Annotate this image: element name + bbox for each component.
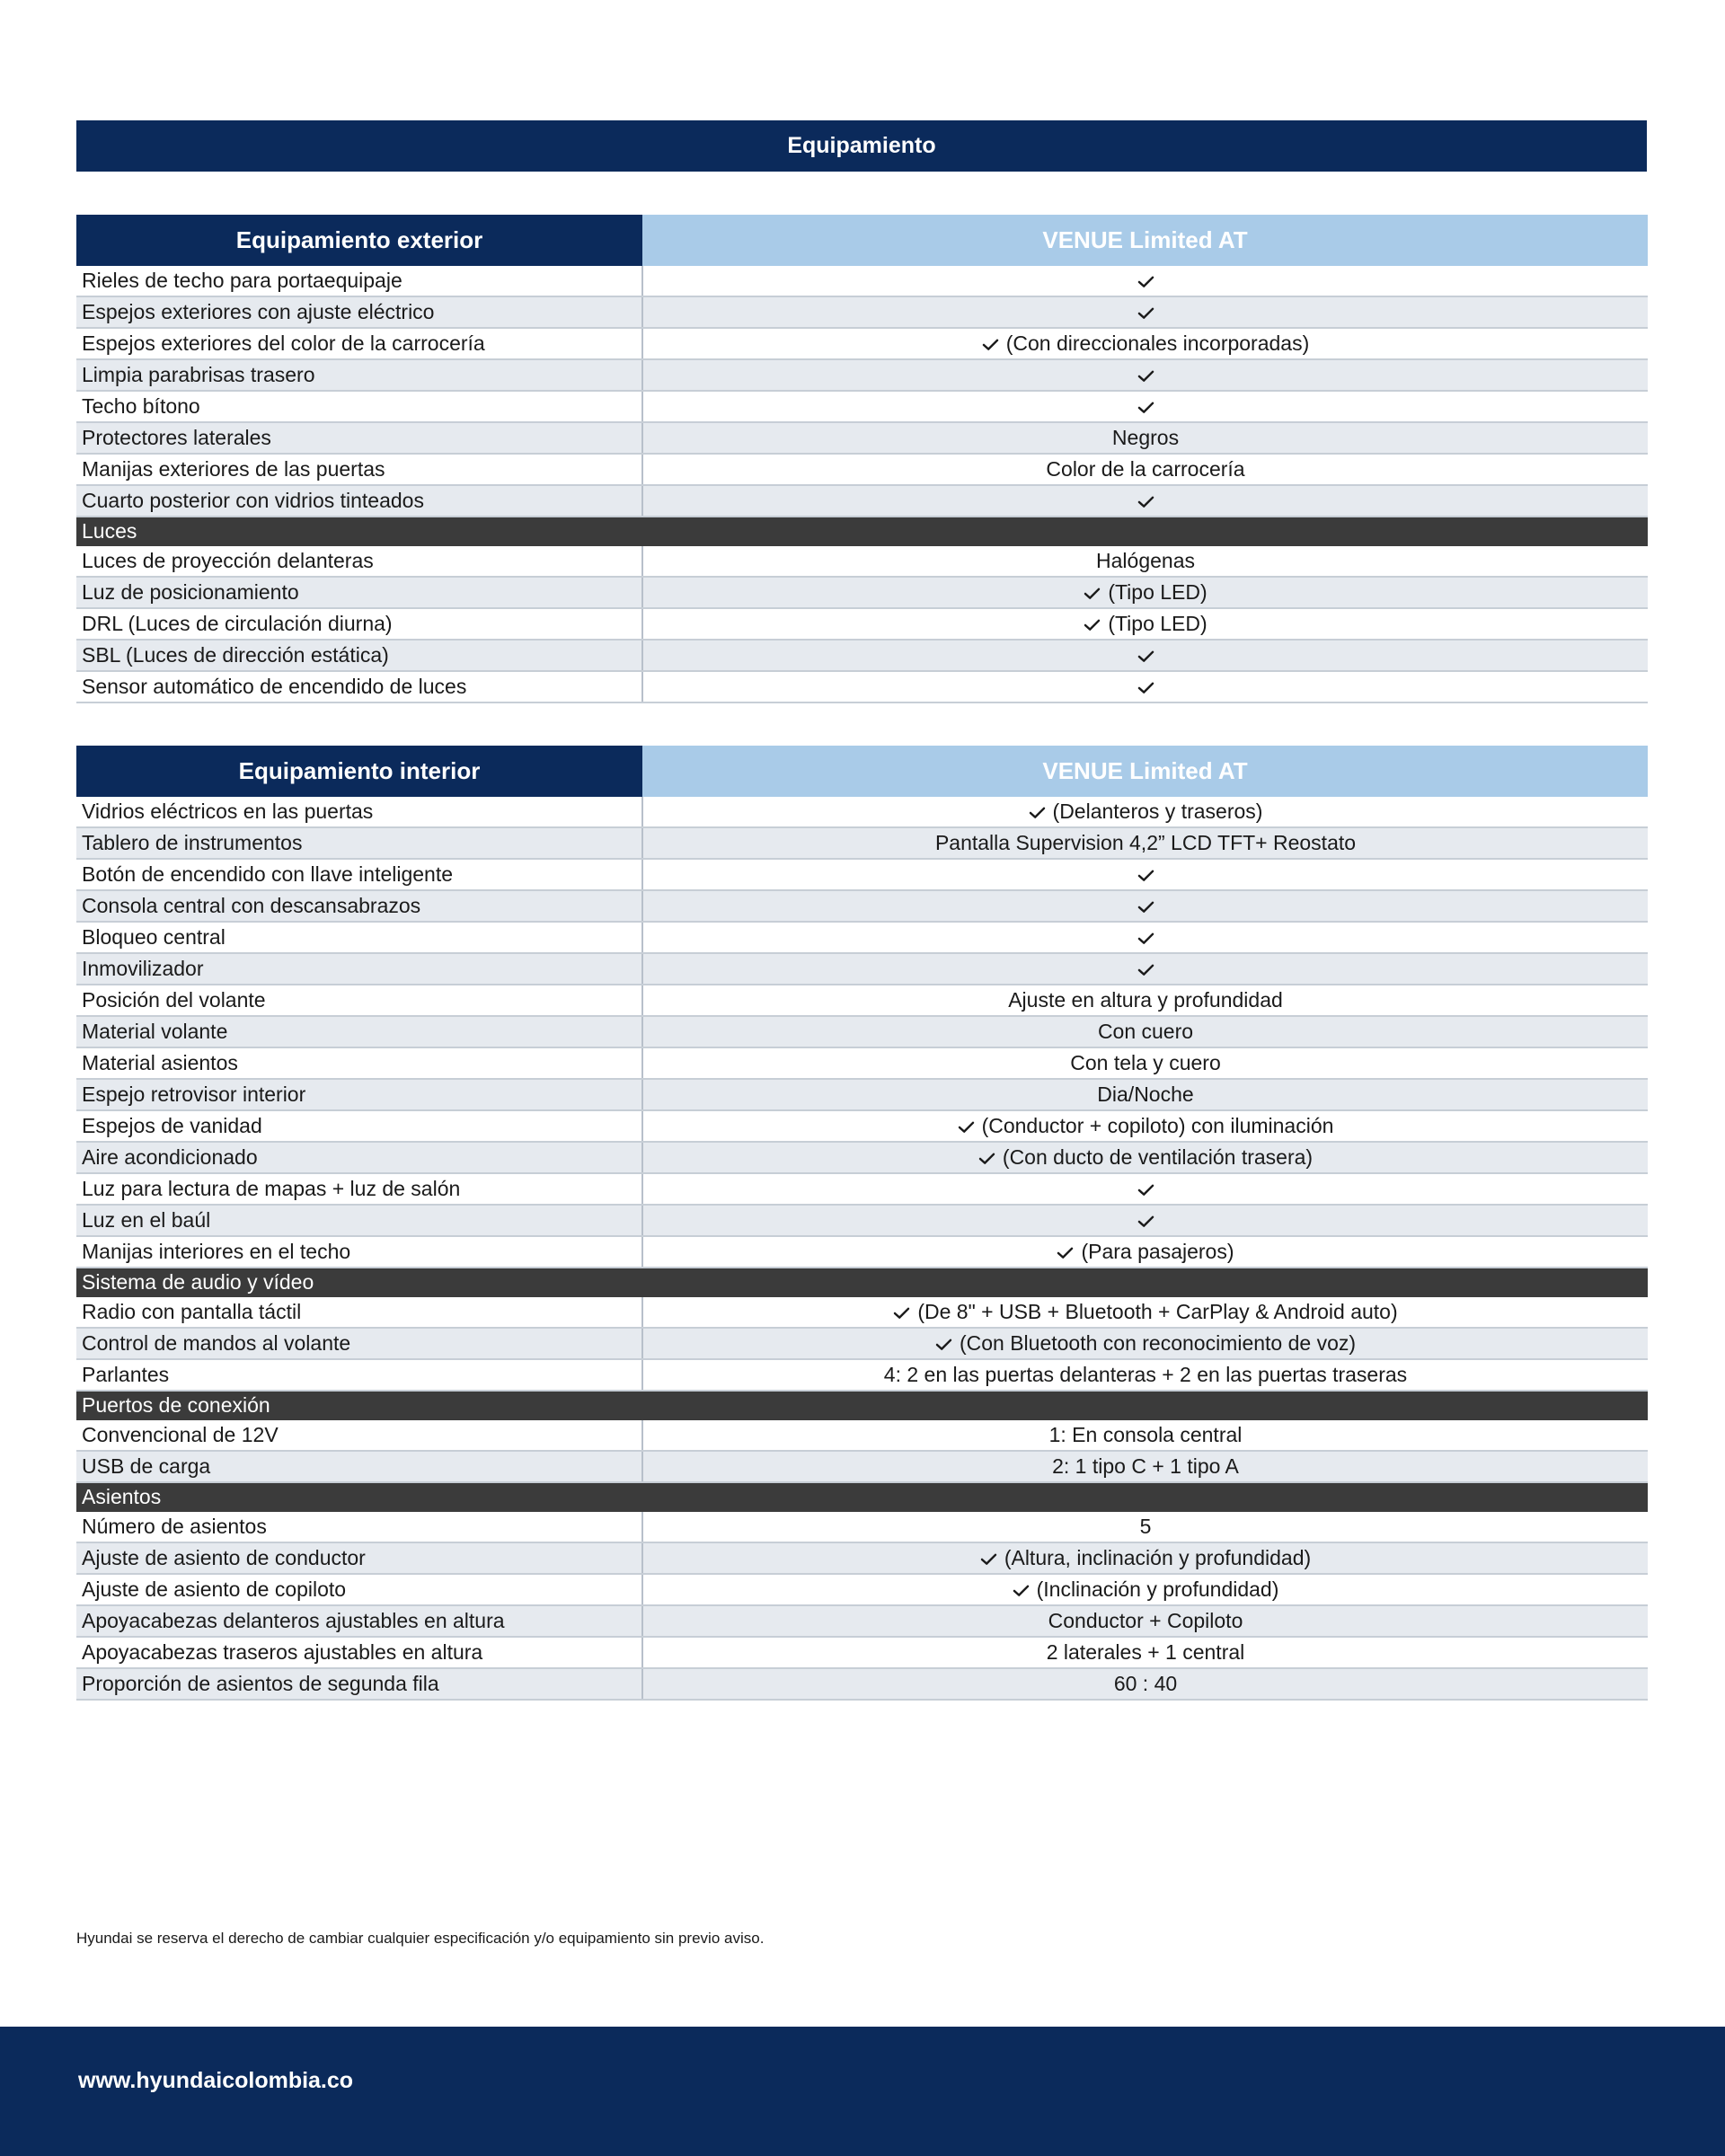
- table-row: [76, 577, 1648, 608]
- feature-label: Ajuste de asiento de conductor: [76, 1542, 642, 1574]
- feature-value-text: Ajuste en altura y profundidad: [1008, 988, 1283, 1012]
- feature-value-text: (Con ducto de ventilación trasera): [1002, 1145, 1314, 1169]
- feature-label: Espejos exteriores del color de la carrocería: [76, 328, 642, 359]
- feature-label: Protectores laterales: [76, 422, 642, 454]
- table-row: [76, 1173, 1648, 1205]
- feature-value: [642, 890, 1648, 922]
- section-header-row: [76, 1482, 1648, 1511]
- table-row: [76, 1637, 1648, 1668]
- feature-value-text: (De 8" + USB + Bluetooth + CarPlay & Android auto): [917, 1300, 1398, 1323]
- section-header-row: [76, 1391, 1648, 1419]
- exterior-header-model: VENUE Limited AT: [642, 215, 1648, 266]
- section-title: Sistema de audio y vídeo: [76, 1268, 1648, 1296]
- feature-label: Inmovilizador: [76, 953, 642, 985]
- feature-value: [642, 985, 1648, 1016]
- banner-title: Equipamiento: [787, 133, 936, 158]
- feature-value-text: Conductor + Copiloto: [1048, 1609, 1243, 1632]
- feature-value: [642, 545, 1648, 577]
- table-row: [76, 1296, 1648, 1328]
- feature-value-text: Dia/Noche: [1097, 1082, 1194, 1106]
- feature-label: Control de mandos al volante: [76, 1328, 642, 1359]
- feature-value-text: (Delanteros y traseros): [1052, 800, 1263, 823]
- feature-value: [642, 1451, 1648, 1482]
- feature-value: [642, 1637, 1648, 1668]
- exterior-equipment-table: [76, 215, 1648, 703]
- feature-value: [642, 859, 1648, 890]
- feature-label: Espejo retrovisor interior: [76, 1079, 642, 1110]
- checkmark-icon: [1137, 1183, 1154, 1197]
- table-row: [76, 1511, 1648, 1542]
- feature-value-text: Pantalla Supervision 4,2” LCD TFT+ Reostato: [934, 831, 1357, 854]
- section-title: Puertos de conexión: [76, 1391, 1648, 1419]
- feature-value-text: 2: 1 tipo C + 1 tipo A: [1052, 1454, 1239, 1478]
- feature-label: Aire acondicionado: [76, 1142, 642, 1173]
- interior-header-label: Equipamiento interior: [76, 746, 642, 797]
- feature-label: Manijas interiores en el techo: [76, 1236, 642, 1268]
- feature-value: [642, 391, 1648, 422]
- table-row: [76, 1016, 1648, 1047]
- footer-bar: [0, 2027, 1725, 2156]
- feature-label: Botón de encendido con llave inteligente: [76, 859, 642, 890]
- feature-label: Material volante: [76, 1016, 642, 1047]
- feature-value: [642, 922, 1648, 953]
- feature-label: Parlantes: [76, 1359, 642, 1391]
- feature-value-text: (Altura, inclinación y profundidad): [1004, 1546, 1312, 1569]
- feature-value: [642, 1296, 1648, 1328]
- feature-label: Convencional de 12V: [76, 1419, 642, 1451]
- checkmark-icon: [1137, 900, 1154, 914]
- checkmark-icon: [1137, 649, 1154, 663]
- feature-value-text: Con tela y cuero: [1070, 1051, 1221, 1074]
- table-row: [76, 1142, 1648, 1173]
- feature-value-text: 60 : 40: [1113, 1672, 1178, 1695]
- feature-value: [642, 1079, 1648, 1110]
- feature-label: Proporción de asientos de segunda fila: [76, 1668, 642, 1700]
- feature-label: Espejos exteriores con ajuste eléctrico: [76, 296, 642, 328]
- table-row: [76, 985, 1648, 1016]
- feature-value: [642, 1205, 1648, 1236]
- feature-value: [642, 359, 1648, 391]
- table-row: [76, 1605, 1648, 1637]
- feature-value: [642, 1110, 1648, 1142]
- feature-label: Posición del volante: [76, 985, 642, 1016]
- feature-label: Ajuste de asiento de copiloto: [76, 1574, 642, 1605]
- feature-value-text: 1: En consola central: [1048, 1423, 1243, 1446]
- feature-label: Vidrios eléctricos en las puertas: [76, 797, 642, 827]
- table-row: [76, 953, 1648, 985]
- feature-label: Espejos de vanidad: [76, 1110, 642, 1142]
- table-row: [76, 797, 1648, 827]
- table-row: [76, 1328, 1648, 1359]
- table-row: [76, 328, 1648, 359]
- feature-label: Tablero de instrumentos: [76, 827, 642, 859]
- table-row: [76, 640, 1648, 671]
- feature-value: [642, 671, 1648, 702]
- checkmark-icon: [1137, 306, 1154, 320]
- table-row: [76, 1236, 1648, 1268]
- feature-label: Luces de proyección delanteras: [76, 545, 642, 577]
- feature-label: Consola central con descansabrazos: [76, 890, 642, 922]
- footer-website-link[interactable]: www.hyundaicolombia.co: [78, 2068, 354, 2093]
- exterior-header-label: Equipamiento exterior: [76, 215, 642, 266]
- feature-label: Material asientos: [76, 1047, 642, 1079]
- table-row: [76, 1574, 1648, 1605]
- checkmark-icon: [1137, 495, 1154, 508]
- table-row: [76, 890, 1648, 922]
- table-row: [76, 266, 1648, 296]
- section-title: Asientos: [76, 1482, 1648, 1511]
- table-row: [76, 608, 1648, 640]
- table-row: [76, 1079, 1648, 1110]
- feature-value: [642, 266, 1648, 296]
- feature-label: DRL (Luces de circulación diurna): [76, 608, 642, 640]
- table-row: [76, 1668, 1648, 1700]
- checkmark-icon: [1137, 869, 1154, 882]
- table-row: [76, 1359, 1648, 1391]
- feature-label: Bloqueo central: [76, 922, 642, 953]
- section-title: Luces: [76, 517, 1648, 545]
- table-row: [76, 545, 1648, 577]
- interior-header-model: VENUE Limited AT: [642, 746, 1648, 797]
- checkmark-icon: [1137, 401, 1154, 414]
- feature-value-text: (Con Bluetooth con reconocimiento de voz): [959, 1331, 1357, 1355]
- feature-label: Luz para lectura de mapas + luz de salón: [76, 1173, 642, 1205]
- feature-value: [642, 1668, 1648, 1700]
- interior-equipment-table: [76, 746, 1648, 1701]
- table-row: [76, 391, 1648, 422]
- feature-value-text: 5: [1139, 1515, 1152, 1538]
- table-row: [76, 1110, 1648, 1142]
- feature-value-text: (Con direccionales incorporadas): [1005, 331, 1310, 355]
- table-row: [76, 485, 1648, 517]
- checkmark-icon: [1084, 618, 1101, 632]
- feature-value: [642, 1047, 1648, 1079]
- feature-value: [642, 1016, 1648, 1047]
- checkmark-icon: [935, 1338, 952, 1351]
- feature-label: Apoyacabezas delanteros ajustables en altura: [76, 1605, 642, 1637]
- feature-label: Número de asientos: [76, 1511, 642, 1542]
- feature-value-text: 2 laterales + 1 central: [1046, 1640, 1245, 1664]
- feature-value-text: (Para pasajeros): [1081, 1240, 1234, 1263]
- feature-label: Luz de posicionamiento: [76, 577, 642, 608]
- table-row: [76, 671, 1648, 702]
- feature-value-text: (Tipo LED): [1108, 580, 1208, 604]
- table-row: [76, 1205, 1648, 1236]
- checkmark-icon: [1137, 1215, 1154, 1228]
- feature-value: [642, 577, 1648, 608]
- feature-value: [642, 1419, 1648, 1451]
- feature-value-text: Color de la carrocería: [1046, 457, 1245, 481]
- table-row: [76, 1451, 1648, 1482]
- feature-value-text: 4: 2 en las puertas delanteras + 2 en las puertas traseras: [883, 1363, 1408, 1386]
- feature-value: [642, 1142, 1648, 1173]
- feature-label: SBL (Luces de dirección estática): [76, 640, 642, 671]
- feature-value-text: (Conductor + copiloto) con iluminación: [981, 1114, 1334, 1137]
- feature-value-text: (Tipo LED): [1108, 612, 1208, 635]
- feature-label: USB de carga: [76, 1451, 642, 1482]
- feature-value-text: (Inclinación y profundidad): [1036, 1577, 1279, 1601]
- checkmark-icon: [1137, 369, 1154, 383]
- table-row: [76, 827, 1648, 859]
- table-row: [76, 922, 1648, 953]
- feature-value-text: Negros: [1111, 426, 1180, 449]
- feature-value: [642, 328, 1648, 359]
- checkmark-icon: [1029, 806, 1046, 819]
- table-row: [76, 1047, 1648, 1079]
- feature-value: [642, 1328, 1648, 1359]
- checkmark-icon: [1137, 681, 1154, 694]
- checkmark-icon: [1137, 932, 1154, 945]
- feature-label: Sensor automático de encendido de luces: [76, 671, 642, 702]
- checkmark-icon: [1137, 963, 1154, 976]
- feature-value-text: Con cuero: [1097, 1020, 1194, 1043]
- feature-value: [642, 1511, 1648, 1542]
- table-row: [76, 422, 1648, 454]
- section-header-row: [76, 1268, 1648, 1296]
- checkmark-icon: [1137, 275, 1154, 288]
- feature-value: [642, 485, 1648, 517]
- table-row: [76, 1542, 1648, 1574]
- feature-value: [642, 827, 1648, 859]
- feature-value: [642, 1236, 1648, 1268]
- feature-value: [642, 640, 1648, 671]
- table-row: [76, 1419, 1648, 1451]
- checkmark-icon: [1084, 587, 1101, 600]
- checkmark-icon: [1057, 1246, 1074, 1259]
- table-row: [76, 454, 1648, 485]
- feature-value: [642, 454, 1648, 485]
- feature-label: Cuarto posterior con vidrios tinteados: [76, 485, 642, 517]
- checkmark-icon: [958, 1120, 975, 1134]
- feature-value: [642, 1173, 1648, 1205]
- feature-label: Manijas exteriores de las puertas: [76, 454, 642, 485]
- table-row: [76, 359, 1648, 391]
- feature-value: [642, 953, 1648, 985]
- feature-value: [642, 422, 1648, 454]
- feature-label: Luz en el baúl: [76, 1205, 642, 1236]
- table-row: [76, 296, 1648, 328]
- disclaimer-text: Hyundai se reserva el derecho de cambiar cualquier especificación y/o equipamiento sin previo aviso.: [76, 1930, 765, 1947]
- table-row: [76, 859, 1648, 890]
- feature-value: [642, 1359, 1648, 1391]
- feature-value: [642, 608, 1648, 640]
- feature-label: Limpia parabrisas trasero: [76, 359, 642, 391]
- page-banner: [76, 120, 1647, 172]
- checkmark-icon: [978, 1152, 995, 1165]
- checkmark-icon: [980, 1552, 997, 1566]
- feature-value: [642, 797, 1648, 827]
- feature-value: [642, 1574, 1648, 1605]
- feature-value: [642, 1542, 1648, 1574]
- feature-value-text: Halógenas: [1096, 549, 1195, 572]
- checkmark-icon: [1013, 1584, 1030, 1597]
- feature-label: Rieles de techo para portaequipaje: [76, 266, 642, 296]
- section-header-row: [76, 517, 1648, 545]
- feature-value: [642, 1605, 1648, 1637]
- feature-label: Techo bítono: [76, 391, 642, 422]
- feature-label: Apoyacabezas traseros ajustables en altura: [76, 1637, 642, 1668]
- feature-value: [642, 296, 1648, 328]
- checkmark-icon: [893, 1306, 910, 1320]
- checkmark-icon: [982, 338, 999, 351]
- feature-label: Radio con pantalla táctil: [76, 1296, 642, 1328]
